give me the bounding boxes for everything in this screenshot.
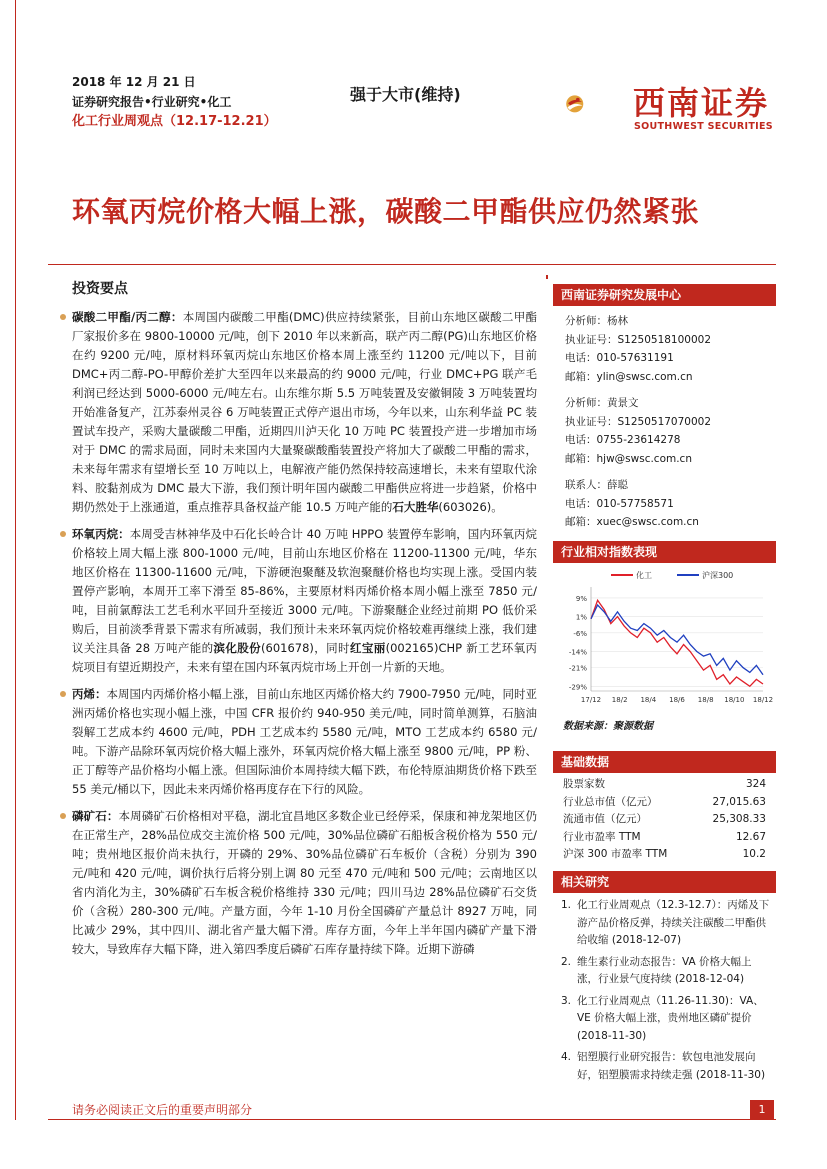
legend-label: 沪深300	[702, 571, 734, 580]
analyst-contacts	[553, 306, 776, 532]
x-tick-label: 18/10	[724, 696, 745, 704]
left-margin-line	[15, 0, 16, 1120]
key-points	[72, 308, 537, 959]
basic-data-key: 行业总市值（亿元）	[563, 795, 658, 808]
y-tick-label: 1%	[575, 613, 587, 622]
basic-data	[553, 751, 776, 864]
y-tick-label: -6%	[573, 629, 587, 638]
x-tick-label: 18/12	[752, 696, 774, 704]
basic-data-row	[553, 776, 776, 794]
contact-line[interactable]: 邮箱：xuec@swsc.com.cn	[565, 516, 699, 528]
research-item[interactable]	[561, 1049, 772, 1084]
report-title: 环氧丙烷价格大幅上涨，碳酸二甲酯供应仍然紧张	[72, 195, 700, 228]
key-point	[72, 308, 537, 517]
basic-data-row	[553, 846, 776, 864]
x-tick-label: 18/6	[669, 696, 685, 704]
basic-data-row	[553, 811, 776, 829]
research-item-title[interactable]: 化工行业周观点（12.3-12.7）：丙烯及下游产品价格反弹，持续关注碳酸二甲酯供给收缩 (2018-12-07)	[577, 899, 770, 946]
stock-name: 滨化股份	[213, 641, 262, 655]
contact-line: 执业证号：S1250517070002	[565, 415, 712, 428]
chart-source: 数据来源：聚源数据	[563, 721, 653, 732]
basic-data-row	[553, 829, 776, 847]
main-content	[72, 278, 537, 967]
related-research-list	[553, 893, 776, 1084]
contact-line: 分析师：黄景文	[565, 397, 639, 409]
index-line-chart	[553, 563, 776, 713]
stock-name: 红宝丽	[349, 641, 386, 655]
key-point-lead: 环氧丙烷：	[72, 527, 130, 541]
basic-data-table	[553, 776, 776, 864]
research-item-number: 3.	[561, 994, 572, 1007]
key-point-text: 本周磷矿石价格相对平稳，湖北宜昌地区多数企业已经停采，保康和神龙架地区仍在正常生产，28%品位成交主流价格 500 元/吨，30%品位磷矿石船板含税价格为 550 元/吨；贵州地区报价尚未执行，开磷的 29%、30%品位磷矿石车板价（含税）分别为 390 元/吨和 420 元/吨，调价执行后将分别上调 80 元至 470 元/吨和 500 元/吨；云南地区以省内消化为主，30%磷矿石车板含税价格维持 330 元/吨；四川马边 28%品位磷矿石交货价（含税）280-300 元/吨。产量方面，今年 1-10 月份全国磷矿产量总计 8927 万吨，同比减少 29%，其中四川、湖北省产量大幅下滑。库存方面，今年上半年国内磷矿产量下滑较大，导致库存大幅下降，进入第四季度后磷矿石库存量持续下降。近期下游磷	[72, 809, 537, 956]
stock-name: 石大胜华	[392, 500, 439, 514]
page-number: 1	[750, 1100, 774, 1119]
index-chart	[553, 563, 776, 717]
bullet-icon	[60, 813, 66, 819]
research-item-title[interactable]: 铝塑膜行业研究报告：软包电池发展向好，铝塑膜需求持续走强 (2018-11-30)	[577, 1051, 766, 1081]
related-research	[553, 871, 776, 1088]
x-tick-label: 18/4	[640, 696, 657, 704]
basic-data-row	[553, 794, 776, 812]
research-item-title[interactable]: 维生素行业动态报告：VA 价格大幅上涨，行业景气度持续 (2018-12-04)	[577, 955, 752, 985]
contact-line[interactable]: 邮箱：ylin@swsc.com.cn	[565, 370, 693, 383]
key-point-text: (603026)。	[438, 500, 503, 514]
header-meta	[72, 72, 277, 132]
related-research-title: 相关研究	[553, 871, 776, 893]
bullet-icon	[60, 314, 66, 320]
research-item[interactable]	[561, 993, 772, 1046]
research-item-title[interactable]: 化工行业周观点（11.26-11.30)：VA、VE 价格大幅上涨，贵州地区磷矿提价 (2018-11-30)	[577, 994, 764, 1042]
side-rule	[546, 275, 548, 279]
key-point-lead: 碳酸二甲酯/丙二醇：	[72, 310, 183, 324]
research-item[interactable]	[561, 954, 772, 989]
basic-data-title: 基础数据	[553, 751, 776, 773]
basic-data-value: 27,015.63	[712, 795, 766, 808]
basic-data-key: 行业市盈率 TTM	[563, 830, 641, 843]
index-title: 行业相对指数表现	[553, 541, 776, 563]
basic-data-value: 10.2	[742, 848, 766, 860]
basic-data-value: 25,308.33	[712, 813, 766, 825]
section-heading: 投资要点	[72, 281, 128, 297]
contact-line: 电话：010-57631191	[565, 352, 674, 364]
contact-line: 电话：0755-23614278	[565, 434, 681, 446]
research-center-title: 西南证券研究发展中心	[553, 284, 776, 306]
research-item[interactable]	[561, 897, 772, 950]
research-item-number: 1.	[561, 899, 572, 911]
bullet-icon	[60, 691, 66, 697]
contact-line[interactable]: 邮箱：hjw@swsc.com.cn	[565, 452, 692, 465]
rating: 强于大市(维持)	[350, 85, 461, 104]
basic-data-value: 12.67	[735, 830, 766, 843]
footer-note: 请务必阅读正文后的重要声明部分	[72, 1103, 253, 1117]
x-tick-label: 18/2	[611, 696, 628, 704]
weekly-title: 化工行业周观点（12.17-12.21）	[72, 114, 277, 129]
y-tick-label: -14%	[568, 648, 587, 657]
legend-label: 化工	[636, 571, 652, 580]
key-point	[72, 685, 537, 799]
key-point-lead: 丙烯：	[72, 687, 107, 701]
research-item-number: 2.	[561, 955, 572, 968]
key-point	[72, 525, 537, 677]
title-rule	[48, 264, 776, 265]
basic-data-key: 沪深 300 市盈率 TTM	[563, 848, 668, 860]
basic-data-value: 324	[745, 778, 766, 790]
basic-data-key: 流通市值（亿元）	[563, 813, 647, 825]
contact-line: 分析师：杨林	[565, 315, 628, 327]
x-tick-label: 18/8	[697, 696, 714, 704]
contact-line: 联系人：薛聪	[565, 479, 628, 491]
x-tick-label: 17/12	[580, 696, 602, 704]
logo-name: 西南证券	[633, 84, 770, 122]
research-center	[553, 284, 776, 532]
logo-english: SOUTHWEST SECURITIES	[634, 121, 773, 132]
key-point	[72, 807, 537, 959]
key-point-text: (002165)CHP 新工艺环氧丙烷项目有望近期投产，未来有望在国内环氧丙烷市场上开创一片新的天地。	[72, 641, 538, 674]
report-date: 2018 年 12 月 21 日	[72, 75, 196, 89]
contact-line: 执业证号：S1250518100002	[565, 333, 712, 346]
report-type: 证券研究报告•行业研究•化工	[72, 95, 232, 109]
basic-data-key: 股票家数	[563, 778, 605, 790]
series-line-1	[591, 605, 763, 675]
index-section	[553, 541, 776, 732]
y-tick-label: -21%	[568, 664, 587, 673]
research-item-number: 4.	[561, 1051, 572, 1063]
bullet-icon	[60, 531, 66, 537]
logo-emblem-icon	[565, 72, 629, 136]
footer-rule	[48, 1119, 776, 1120]
y-tick-label: 9%	[575, 594, 587, 603]
key-point-text: (601678)，同时	[261, 641, 350, 655]
key-point-text: 本周受吉林神华及中石化长岭合计 40 万吨 HPPO 装置停车影响，国内环氧丙烷价格较上周大幅上涨 800-1000 元/吨，目前山东地区价格在 11200-11300 元/吨，华东地区价格在 11300-11600 元/吨，下游硬泡聚醚及软泡聚醚价格也均实现上涨。受国内装置停产影响，本周开工率下滑至 85-86%，主要原材料丙烯价格本周小幅上涨至 7850 元/吨，目前氯醇法工艺毛利水平回升至接近 3000 元/吨。下游聚醚企业经过前期 PO 低价采购后，目前淡季背景下需求有所减弱，我们预计未来环氧丙烷价格较难再继续上涨，我们建议关注具备 28 万吨产能的	[72, 527, 538, 655]
y-tick-label: -29%	[568, 683, 587, 692]
key-point-text: 本周国内碳酸二甲酯(DMC)供应持续紧张，目前山东地区碳酸二甲酯厂家报价多在 9800-10000 元/吨，创下 2010 年以来新高，联产丙二醇(PG)山东地区价格在约 9200 元/吨，原材料环氧丙烷山东地区价格本周上涨至约 11200 元/吨以下，目前 DMC+丙二醇-PO-甲醇价差扩大至四年以来最高的约 9000 元/吨，行业 DMC+PG 联产毛利润已经达到 5000-6000 元/吨左右。山东维尔斯 5.5 万吨装置及安徽铜陵 3 万吨装置均开始准备复产，江苏泰州灵谷 6 万吨装置正式停产退出市场，今年以来，山东利华益 PC 装置试车投产，采购大量碳酸二甲酯，近期四川泸天化 10 万吨 PC 装置投产进一步增加市场对于 DMC 的需求局面，同时未来国内大量聚碳酸酯装置投产将加大了碳酸二甲酯的需求，未来每年需求有望增长至 10 万吨以上，电解液产能仍然保持较高速增长，未来有望取代涂料、胶黏剂成为 DMC 最大下游，我们预计明年国内碳酸二甲酯供应将进一步趋紧，价格中期仍然处于上涨通道，重点推荐具备权益产能 10.5 万吨产能的	[72, 310, 538, 514]
contact-line: 电话：010-57758571	[565, 497, 674, 510]
key-point-lead: 磷矿石：	[72, 809, 119, 823]
key-point-text: 本周国内丙烯价格小幅上涨，目前山东地区丙烯价格大约 7900-7950 元/吨，同时亚洲丙烯价格也实现小幅上涨，中国 CFR 报价约 940-950 美元/吨，同时简单测算，石脑油裂解工艺成本约 4600 元/吨，PDH 工艺成本约 5580 元/吨，MTO 工艺成本约 6580 元/吨。下游产品除环氧丙烷价格大幅上涨外，环氧丙烷价格大幅上涨至 9800 元/吨，PP 粉、正丁醇等产品价格均小幅上涨。但国际油价本周持续大幅下跌，布伦特原油期货价格下跌至 55 美元/桶以下，因此未来丙烯价格再度存在下行的风险。	[72, 687, 537, 796]
